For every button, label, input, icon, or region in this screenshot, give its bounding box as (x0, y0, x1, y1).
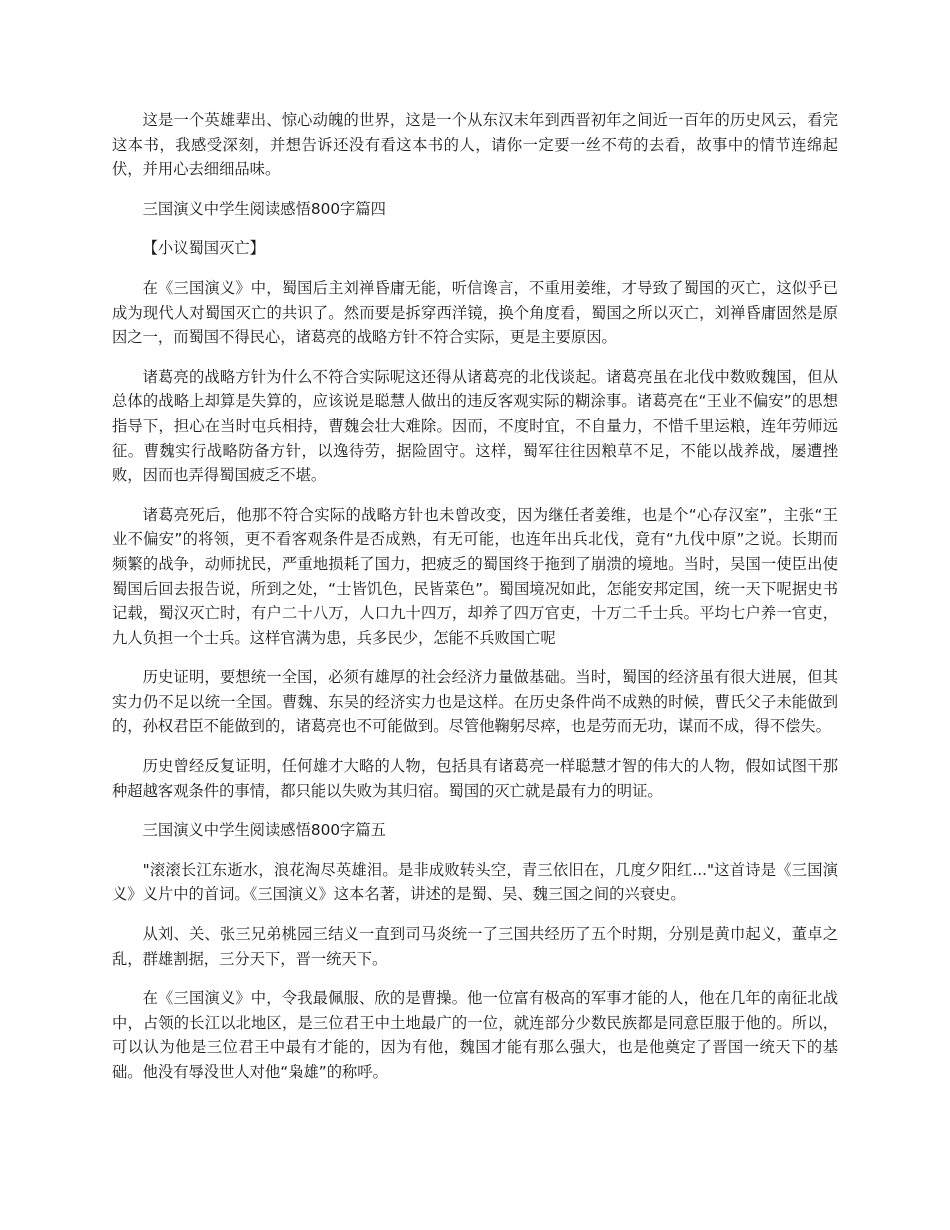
paragraph: 历史证明，要想统一全国，必须有雄厚的社会经济力量做基础。当时，蜀国的经济虽有很大进展，但其实力仍不足以统一全国。曹魏、东吴的经济实力也是这样。在历史条件尚不成熟的时候，曹氏父子未能做到的，孙权君臣不能做到的，诸葛亮也不可能做到。尽管他鞠躬尽瘁，也是劳而无功，谋而不成，得不偿失。 (112, 668, 838, 736)
section-heading-part-four: 三国演义中学生阅读感悟800字篇四 (142, 199, 386, 218)
section-heading-part-five: 三国演义中学生阅读感悟800字篇五 (142, 821, 386, 840)
paragraph: 在《三国演义》中，令我最佩服、欣的是曹操。他一位富有极高的军事才能的人，他在几年的南征北战中，占领的长江以北地区，是三位君王中土地最广的一位，就连部分少数民族都是同意臣服于他的。所以，可以认为他是三位君王中最有才能的，因为有他，魏国才能有那么强大，也是他奠定了晋国一统天下的基础。他没有辱没世人对他“枭雄”的称呼。 (112, 989, 838, 1081)
paragraph: 从刘、关、张三兄弟桃园三结义一直到司马炎统一了三国共经历了五个时期，分别是黄巾起义，董卓之乱，群雄割据，三分天下，晋一统天下。 (112, 925, 838, 968)
paragraph: 历史曾经反复证明，任何雄才大略的人物，包括具有诸葛亮一样聪慧才智的伟大的人物，假如试图干那种超越客观条件的事情，都只能以失败为其归宿。蜀国的灭亡就是最有力的明证。 (112, 757, 838, 800)
paragraph-intro-conclusion: 这是一个英雄辈出、惊心动魄的世界，这是一个从东汉末年到西晋初年之间近一百年的历史风云，看完这本书，我感受深刻，并想告诉还没有看这本书的人，请你一定要一丝不苟的去看，故事中的情节连绵起伏，并用心去细细品味。 (112, 111, 838, 179)
paragraph: 诸葛亮的战略方针为什么不符合实际呢这还得从诸葛亮的北伐谈起。诸葛亮虽在北伐中数败魏国，但从总体的战略上却算是失算的，应该说是聪慧人做出的违反客观实际的糊涂事。诸葛亮在“王业不偏安”的思想指导下，担心在当时屯兵相持，曹魏会壮大难除。因而，不度时宜，不自量力，不惜千里运粮，连年劳师远征。曹魏实行战略防备方针，以逸待劳，据险固守。这样，蜀军往往因粮草不足，不能以战养战，屡遭挫败，因而也弄得蜀国疲乏不堪。 (112, 367, 838, 485)
document-body (112, 108, 838, 1100)
paragraph: "滚滚长江东逝水，浪花淘尽英雄泪。是非成败转头空，青三依旧在，几度夕阳红..."这首诗是《三国演义》义片中的首词。《三国演义》这本名著，讲述的是蜀、吴、魏三国之间的兴衰史。 (112, 860, 838, 904)
essay-subtitle: 【小议蜀国灭亡】 (142, 239, 265, 258)
paragraph: 在《三国演义》中，蜀国后主刘禅昏庸无能，听信谗言，不重用姜维，才导致了蜀国的灭亡，这似乎已成为现代人对蜀国灭亡的共识了。然而要是拆穿西洋镜，换个角度看，蜀国之所以灭亡，刘禅昏庸固然是原因之一，而蜀国不得民心，诸葛亮的战略方针不符合实际，更是主要原因。 (112, 278, 838, 347)
paragraph: 诸葛亮死后，他那不符合实际的战略方针也未曾改变，因为继任者姜维，也是个“心存汉室”，主张“王业不偏安”的将领，更不看客观条件是否成熟，有无可能，也连年出兵北伐，竟有“九伐中原”之说。长期而频繁的战争，动师扰民，严重地损耗了国力，把疲乏的蜀国终于拖到了崩溃的境地。当时，吴国一使臣出使蜀国后回去报告说，所到之处，“士皆饥色，民皆菜色”。蜀国境况如此，怎能安邦定国，统一天下呢据史书记载，蜀汉灭亡时，有户二十八万，人口九十四万，却养了四万官吏，十万二千士兵。平均七户养一官吏，九人负担一个士兵。这样官满为患，兵多民少，怎能不兵败国亡呢 (112, 505, 838, 647)
